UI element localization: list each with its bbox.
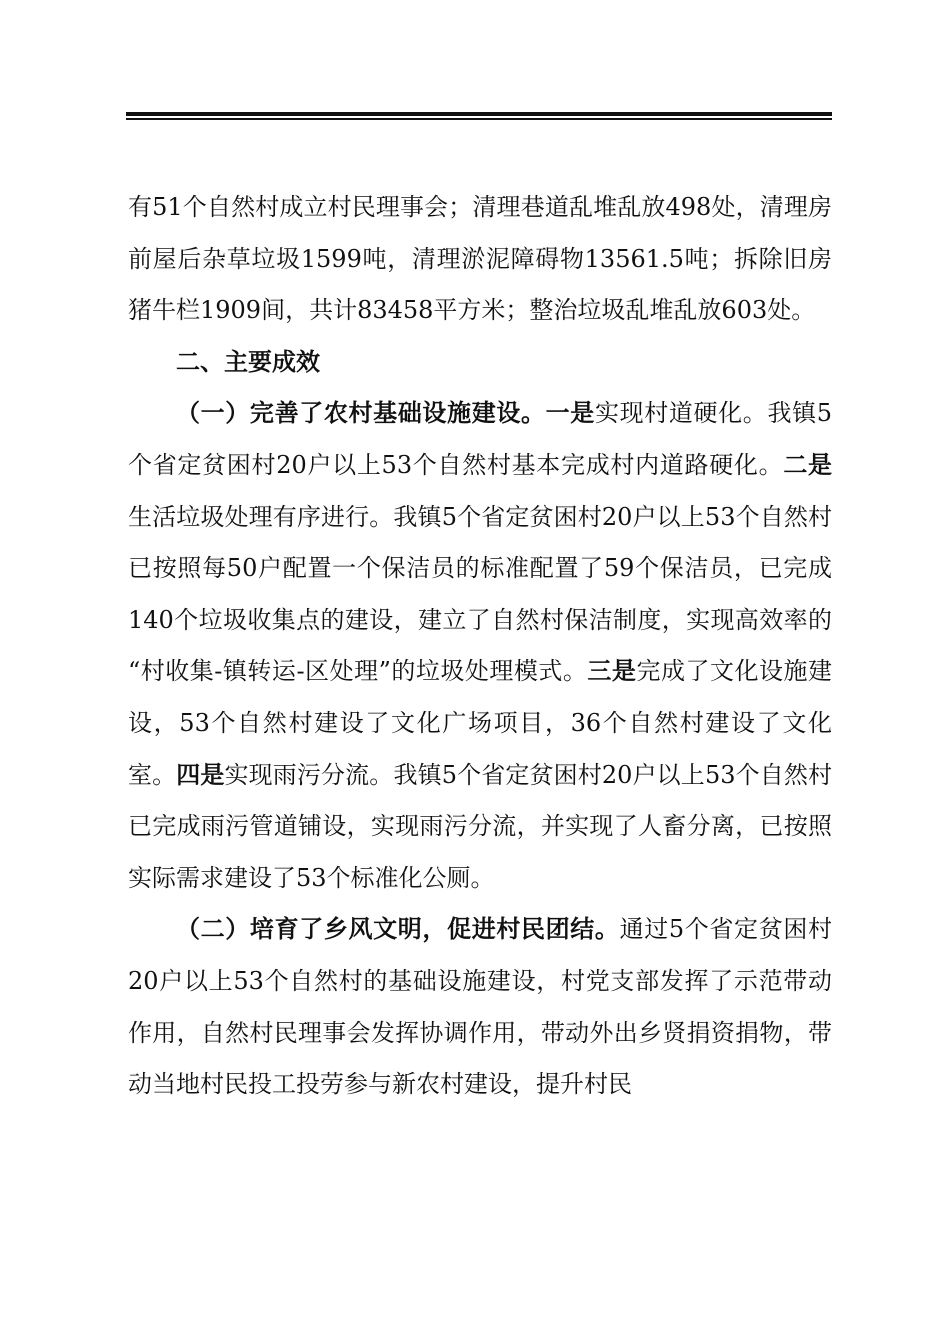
text-civility: 通过5个省定贫困村20户以上53个自然村的基础设施建设，村党支部发挥了示范带动作用，自然村民理事会发挥协调作用，带动外出乡贤捐资捐物，带动当地村民投工投劳参与新农村建设，提升村民	[128, 915, 832, 1099]
lead-fourth: 四是	[176, 760, 225, 789]
lead-second: 二是	[783, 450, 833, 479]
paragraph-continued	[128, 182, 832, 337]
section-heading	[128, 337, 832, 389]
header-rule-thin	[126, 118, 832, 120]
subsection-heading-infrastructure: （一）完善了农村基础设施建设。	[176, 399, 546, 428]
text-fourth: 实现雨污分流。我镇5个省定贫困村20户以上53个自然村已完成雨污管道铺设，实现雨污分流，并实现了人畜分离，已按照实际需求建设了53个标准化公厕。	[128, 760, 832, 892]
body-text	[128, 182, 832, 1111]
header-double-rule	[126, 112, 832, 120]
section-heading-text: 二、主要成效	[176, 347, 320, 376]
paragraph-infrastructure	[128, 388, 832, 904]
text-first: 实现村道硬化。我镇5个省定贫困村20户以上53个自然村基本完成村内道路硬化。	[128, 399, 833, 479]
subsection-heading-civility: （二）培育了乡风文明，促进村民团结。	[176, 915, 620, 944]
lead-first: 一是	[545, 399, 595, 428]
text-third: 完成了文化设施建设，53个自然村建设了文化广场项目，36个自然村建设了文化室。	[128, 657, 832, 789]
lead-third: 三是	[587, 657, 637, 686]
paragraph-continued-text: 有51个自然村成立村民理事会；清理巷道乱堆乱放498处，清理房前屋后杂草垃圾1599吨，清理淤泥障碍物13561.5吨；拆除旧房猪牛栏1909间，共计83458平方米；整治垃圾乱堆乱放603处。	[128, 193, 832, 325]
header-rule-thick	[126, 112, 832, 116]
text-second: 生活垃圾处理有序进行。我镇5个省定贫困村20户以上53个自然村已按照每50户配置一个保洁员的标准配置了59个保洁员，已完成140个垃圾收集点的建设，建立了自然村保洁制度，实现高效率的 “村收集-镇转运-区处理”的垃圾处理模式。	[128, 502, 832, 686]
paragraph-civility	[128, 904, 832, 1110]
